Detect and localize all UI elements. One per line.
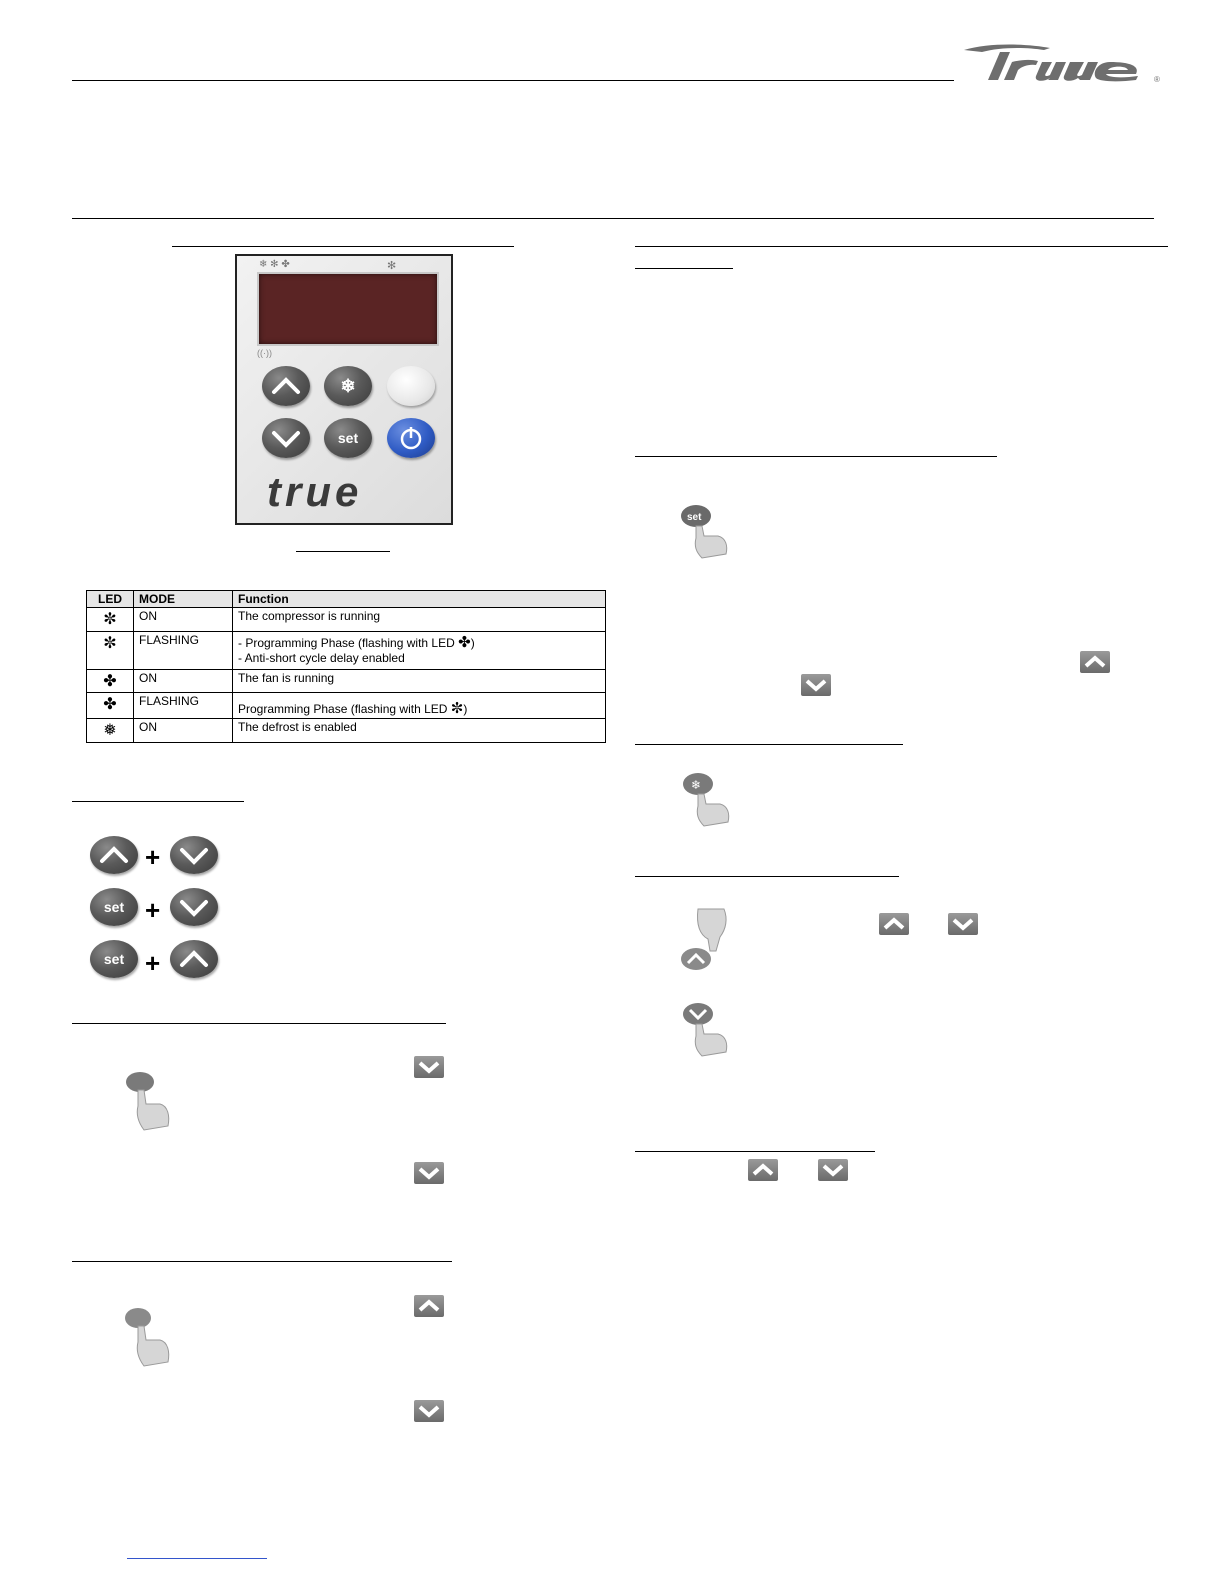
power-button[interactable]: [387, 418, 435, 458]
plus-sign: +: [145, 948, 161, 978]
header-rule: [72, 80, 954, 81]
panel-status-icons: [259, 259, 290, 270]
combo-2-down-button: [170, 888, 218, 926]
row-function: [233, 608, 606, 632]
function-line: - Anti-short cycle delay enabled: [238, 651, 405, 665]
combo-2-set-button: [90, 888, 138, 926]
up-arrow-icon: [414, 1295, 444, 1317]
hand-press-icon: [122, 1306, 178, 1370]
table-header-row: [87, 591, 606, 608]
down-arrow-icon: [414, 1400, 444, 1422]
row-mode: ON: [134, 719, 233, 743]
svg-text:®: ®: [1154, 75, 1160, 84]
panel-brand: true: [267, 468, 363, 515]
down-arrow-icon: [948, 913, 978, 935]
header-mode: MODE: [134, 591, 233, 608]
down-arrow-icon: [262, 418, 310, 458]
plus-sign: +: [145, 842, 161, 872]
down-arrow-icon: [801, 674, 831, 696]
fan-led-icon: ✤: [281, 259, 290, 270]
footer-link-rule: [127, 1558, 267, 1559]
hand-press-up-icon: [678, 905, 738, 973]
function-line: Programming Phase (flashing with LED: [238, 702, 448, 716]
hand-press-set-icon: [678, 502, 738, 560]
up-arrow-icon: [170, 940, 218, 978]
function-line: The defrost is enabled: [238, 720, 357, 734]
up-arrow-icon: [262, 366, 310, 406]
combo-1-up-button: [90, 836, 138, 874]
header-function: Function: [233, 591, 606, 608]
caption-rule: [296, 551, 390, 552]
compressor-led-icon: ✻: [270, 259, 279, 270]
section-rule-view: [635, 876, 899, 877]
table-row: [87, 608, 606, 632]
row-mode: FLASHING: [134, 693, 233, 719]
section-rule-defrost: [635, 744, 903, 745]
up-arrow-icon: [748, 1159, 778, 1181]
defrost-button[interactable]: [324, 366, 372, 406]
row-function: [233, 693, 606, 719]
controller-panel: [235, 254, 453, 525]
section-rule-adjust: [635, 1151, 875, 1152]
brand-logo: [960, 40, 1160, 86]
alarm-led-icon: ((·)): [257, 348, 272, 358]
row-mode: ON: [134, 608, 233, 632]
defrost-icon: ❅: [87, 719, 134, 743]
row-mode: ON: [134, 670, 233, 693]
function-suffix: ): [470, 636, 475, 650]
led-display: [257, 272, 439, 346]
combo-1-down-button: [170, 836, 218, 874]
combo-3-up-button: [170, 940, 218, 978]
defrost-icon: ❄: [340, 376, 356, 396]
panel-aux-icon: ✻: [387, 260, 397, 272]
led-table: [86, 590, 606, 743]
function-line: The fan is running: [238, 671, 335, 685]
aux-button[interactable]: [387, 366, 435, 406]
title-rule: [72, 218, 1154, 219]
plus-sign: +: [145, 895, 161, 925]
row-function: [233, 670, 606, 693]
header-led: LED: [87, 591, 134, 608]
fan-icon: ✤: [458, 634, 471, 651]
table-row: [87, 693, 606, 719]
true-logo-icon: [960, 40, 1160, 86]
fan-icon: ✤: [87, 693, 134, 719]
down-button[interactable]: [262, 418, 310, 458]
table-row: [87, 719, 606, 743]
down-arrow-icon: [414, 1162, 444, 1184]
section-rule-right-top-2: [635, 268, 733, 269]
section-rule-set: [635, 456, 997, 457]
hand-press-icon: [122, 1070, 178, 1134]
up-arrow-icon: [90, 836, 138, 874]
set-button-label: set: [337, 430, 359, 446]
table-row: [87, 670, 606, 693]
down-arrow-icon: [170, 836, 218, 874]
down-arrow-icon: [414, 1056, 444, 1078]
section-rule-panel: [172, 246, 514, 247]
set-button[interactable]: [324, 418, 372, 458]
function-line: - Programming Phase (flashing with LED: [238, 636, 455, 650]
down-arrow-icon: [818, 1159, 848, 1181]
led-table-wrap: [86, 590, 606, 743]
fan-icon: ✤: [87, 670, 134, 693]
snowflake-icon: ✼: [87, 632, 134, 670]
snowflake-icon: ✼: [450, 700, 464, 717]
down-arrow-icon: [170, 888, 218, 926]
section-rule-combos: [72, 801, 244, 802]
combo-3-set-button: [90, 940, 138, 978]
svg-text:set: set: [687, 512, 702, 523]
row-function: [233, 632, 606, 670]
up-button[interactable]: [262, 366, 310, 406]
set-label: set: [103, 899, 125, 915]
section-rule-down-key: [72, 1023, 446, 1024]
section-rule-up-key: [72, 1261, 452, 1262]
up-arrow-icon: [1080, 651, 1110, 673]
up-arrow-icon: [879, 913, 909, 935]
row-function: [233, 719, 606, 743]
table-row: [87, 632, 606, 670]
function-suffix: ): [463, 702, 468, 716]
set-label: set: [103, 951, 125, 967]
defrost-led-icon: ❄: [259, 259, 268, 270]
svg-text:❄: ❄: [691, 778, 702, 792]
hand-press-defrost-icon: [680, 770, 740, 828]
function-line: The compressor is running: [238, 609, 381, 623]
row-mode: FLASHING: [134, 632, 233, 670]
section-rule-right-top: [635, 246, 1168, 247]
snowflake-icon: ✼: [87, 608, 134, 632]
hand-press-down-icon: [678, 1000, 738, 1060]
power-icon: [387, 418, 435, 458]
